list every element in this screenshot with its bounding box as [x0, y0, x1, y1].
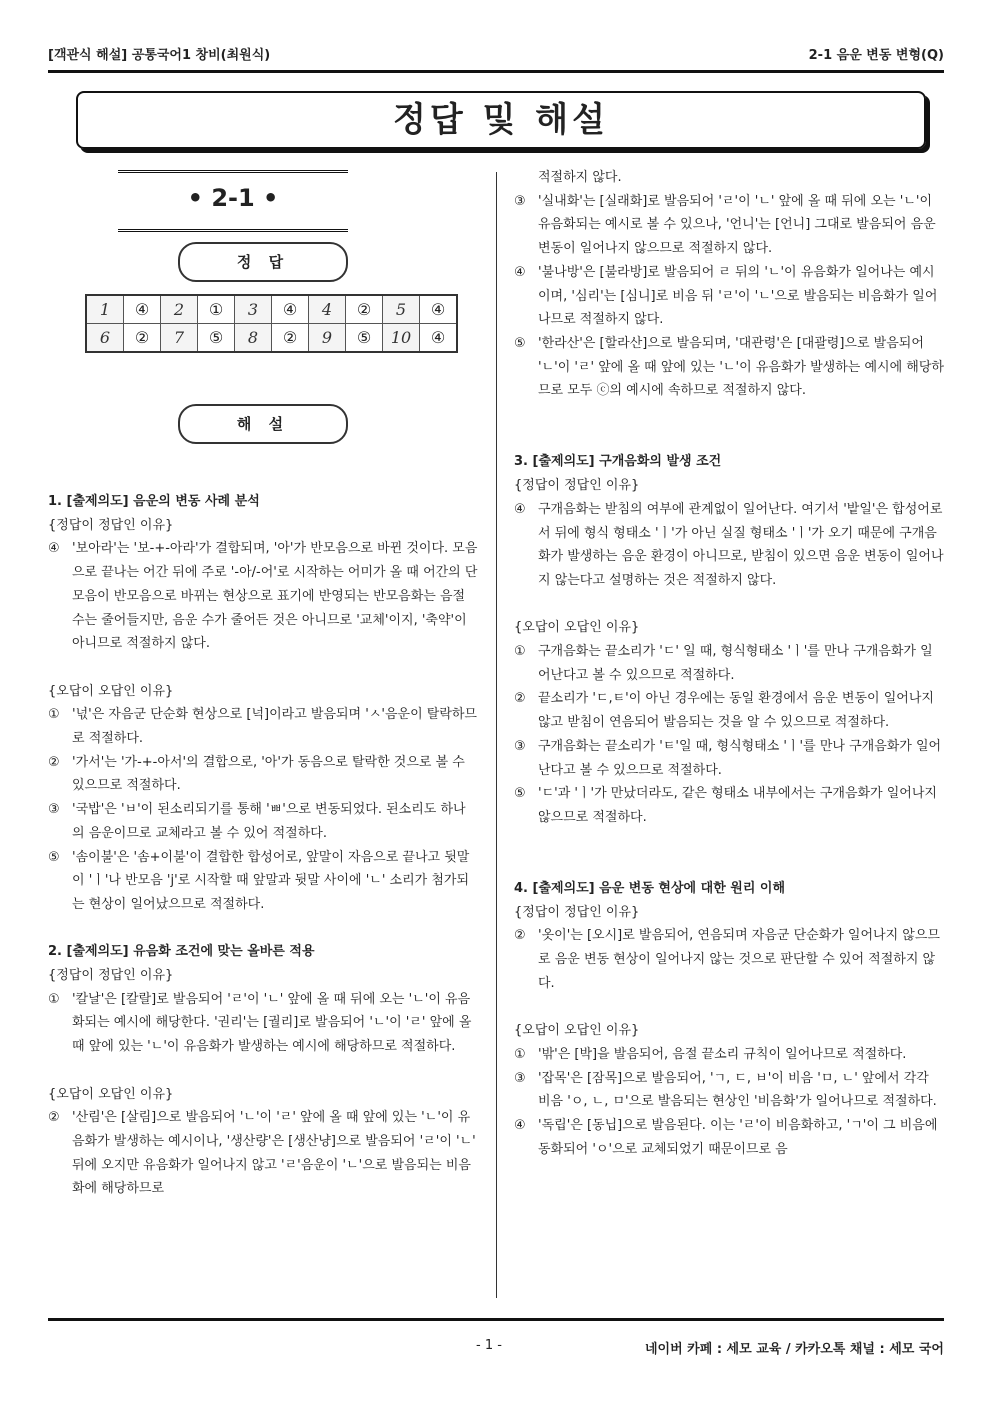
- explanation-item: [514, 735, 944, 782]
- explanation-item: [48, 798, 478, 845]
- choice-marker: ④: [514, 1118, 526, 1134]
- page-title: 정답 및 해설: [76, 91, 926, 149]
- answer-choice: ②: [346, 295, 383, 324]
- explanation-item: [514, 924, 944, 995]
- spacer: [48, 656, 478, 680]
- explanation-item: [48, 537, 478, 656]
- explanation-item: [48, 988, 478, 1059]
- choice-marker: ①: [48, 991, 60, 1007]
- explanation-text: '옷이'는 [오시]로 발음되어, 연음되며 자음군 단순화가 일어나지 않으므로 음운 변동 현상이 일어나지 않는 것으로 판단할 수 있어 적절하지 않다.: [538, 928, 940, 991]
- header-rule: [48, 70, 944, 73]
- choice-marker: ②: [48, 1110, 60, 1126]
- spacer: [48, 1059, 478, 1083]
- explanation-text: 끝소리가 'ㄷ,ㅌ'이 아닌 경우에는 동일 환경에서 음운 변동이 일어나지 않고 받침이 연음되어 발음되는 것을 알 수 있으므로 적절하다.: [538, 691, 934, 731]
- sub-heading: {정답이 정답인 이유}: [514, 478, 640, 494]
- explanation-item: [514, 1043, 944, 1067]
- explanation-item: [48, 846, 478, 917]
- sub-heading: {오답이 오답인 이유}: [514, 620, 640, 636]
- explanation-text: '잡목'은 [잠목]으로 발음되어, 'ㄱ, ㄷ, ㅂ'이 비음 'ㅁ, ㄴ' 앞에서 각각 비음 'ㅇ, ㄴ, ㅁ'으로 발음되는 현상인 '비음화'가 일어나므로 적절하다.: [538, 1070, 937, 1110]
- spacer: [48, 917, 478, 941]
- explanation-text: '국밥'은 'ㅂ'이 된소리되기를 통해 'ㅃ'으로 변동되었다. 된소리도 하나의 음운이므로 교체라고 볼 수 있어 적절하다.: [72, 802, 466, 841]
- right-column: [514, 166, 944, 1161]
- sub-heading: {오답이 오답인 이유}: [514, 1023, 640, 1039]
- choice-marker: ③: [514, 193, 526, 209]
- explanation-item: [48, 1106, 478, 1201]
- footer-text: 네이버 카페 : 세모 교육 / 카카오톡 채널 : 세모 국어: [644, 1342, 944, 1357]
- explanation-text: '칼날'은 [칼랄]로 발음되어 'ㄹ'이 'ㄴ' 앞에 올 때 뒤에 오는 'ㄴ'이 유음화되는 예시에 해당한다. '권리'는 [궐리]로 발음되어 'ㄴ'이 'ㄹ' 앞에 올 때 앞에 있는 'ㄴ'이 유음화가 발생하는 예시에 해당하므로 적절하다.: [72, 991, 472, 1055]
- choice-marker: ①: [514, 1046, 526, 1062]
- choice-marker: ⑤: [514, 786, 526, 802]
- page-header: [48, 44, 944, 64]
- question-number: 9: [309, 324, 346, 353]
- sub-heading: {정답이 정답인 이유}: [514, 904, 640, 920]
- answer-choice: ②: [124, 324, 161, 353]
- question-heading: 4. [출제의도] 음운 변동 현상에 대한 원리 이해: [514, 881, 786, 897]
- explanation-text: 구개음화는 끝소리가 'ㄷ' 일 때, 형식형태소 'ㅣ'를 만나 구개음화가 일어난다고 볼 수 있으므로 적절하다.: [538, 644, 933, 683]
- answer-choice: ④: [124, 295, 161, 324]
- choice-marker: ③: [514, 1070, 526, 1086]
- choice-marker: ⑤: [48, 849, 60, 865]
- explanation-text: '한라산'은 [할라산]으로 발음되며, '대관령'은 [대괄령]으로 발음되어 'ㄴ'이 'ㄹ' 앞에 올 때 앞에 있는 'ㄴ'이 유음화가 발생하는 예시에 해당하므로 모두 ⓒ의 예시에 속하므로 적절하지 않다.: [538, 335, 944, 399]
- answer-choice: ⑤: [346, 324, 383, 353]
- question-heading: 3. [출제의도] 구개음화의 발생 조건: [514, 454, 722, 470]
- explanation-item: [514, 1114, 944, 1161]
- spacer: [514, 593, 944, 617]
- explanation-item: [514, 782, 944, 829]
- choice-marker: ④: [514, 264, 526, 280]
- explanation-text: 'ㄷ'과 'ㅣ'가 만났더라도, 같은 형태소 내부에서는 구개음화가 일어나지 않으므로 적절하다.: [538, 786, 937, 825]
- choice-marker: ④: [48, 541, 60, 557]
- explanation-text: '실내화'는 [실래화]로 발음되어 'ㄹ'이 'ㄴ' 앞에 올 때 뒤에 오는 'ㄴ'이 유음화되는 예시로 볼 수 있으나, '언니'는 [언니] 그대로 발음되어 음운 변동이 일어나지 않으므로 적절하지 않다.: [538, 193, 936, 257]
- question-heading: 1. [출제의도] 음운의 변동 사례 분석: [48, 494, 260, 509]
- choice-marker: ③: [48, 802, 60, 818]
- continued-text: 적절하지 않다.: [538, 170, 622, 185]
- header-right: 2-1 음운 변동 변형(Q): [808, 48, 944, 63]
- footer-rule: [48, 1318, 944, 1321]
- answer-choice: ①: [198, 295, 235, 324]
- page-number: - 1 -: [476, 1338, 502, 1353]
- spacer: [514, 830, 944, 854]
- explanation-text: 구개음화는 끝소리가 'ㅌ'일 때, 형식형태소 'ㅣ'를 만나 구개음화가 일어난다고 볼 수 있으므로 적절하다.: [538, 738, 942, 778]
- explanation-item: [514, 640, 944, 687]
- answer-choice: ④: [420, 324, 458, 353]
- choice-marker: ①: [48, 707, 60, 723]
- spacer: [514, 403, 944, 427]
- explanation-item: [48, 703, 478, 750]
- explain-label: 해 설: [178, 404, 348, 444]
- answer-row: [86, 324, 457, 353]
- question-number: 7: [161, 324, 198, 353]
- left-column: [48, 490, 478, 1201]
- header-left: [객관식 해설] 공통국어1 창비(최원식): [48, 48, 271, 63]
- spacer: [514, 853, 944, 877]
- explanation-item: [514, 332, 944, 403]
- answer-row: [86, 295, 457, 324]
- question-number: 3: [235, 295, 272, 324]
- question-number: 6: [86, 324, 124, 353]
- question-number: 5: [383, 295, 420, 324]
- question-number: 10: [383, 324, 420, 353]
- explanation-text: '보아라'는 '보-+-아라'가 결합되며, '아'가 반모음으로 바뀐 것이다. 모음으로 끝나는 어간 뒤에 주로 '-아/-어'로 시작하는 어미가 올 때 어간의 단모음이 반모음으로 바뀌는 현상으로 표기에 반영되는 반모음화는 음절 수는 줄어들지만, 음운 수가 줄어든 것은 아니므로 '교체'이지, '축약'이 아니므로 적절하지 않다.: [72, 541, 478, 652]
- answer-choice: ④: [272, 295, 309, 324]
- answer-table: [85, 294, 458, 353]
- spacer: [514, 996, 944, 1020]
- explanation-item: [514, 687, 944, 734]
- explanation-item: [514, 1067, 944, 1114]
- explanation-text: 구개음화는 받침의 여부에 관계없이 일어난다. 여기서 '밭일'은 합성어로서 뒤에 형식 형태소 'ㅣ'가 아닌 실질 형태소 'ㅣ'가 오기 때문에 구개음화가 발생하는 음운 환경이 아니므로, 받침이 있으면 음운 변동이 일어나지 않는다고 설명하는 것은 적절하지 않다.: [538, 501, 944, 588]
- explanation-item: [514, 498, 944, 593]
- choice-marker: ⑤: [514, 335, 526, 351]
- explanation-text: '솜이불'은 '솜+이불'이 결합한 합성어로, 앞말이 자음으로 끝나고 뒷말이 'ㅣ'나 반모음 'j'로 시작할 때 앞말과 뒷말 사이에 'ㄴ' 소리가 첨가되는 현상이 일어났으므로 적절하다.: [72, 849, 470, 912]
- question-number: 1: [86, 295, 124, 324]
- choice-marker: ②: [514, 691, 526, 707]
- choice-marker: ②: [48, 754, 60, 770]
- explanation-item: [48, 751, 478, 798]
- question-number: 8: [235, 324, 272, 353]
- sub-heading: {오답이 오답인 이유}: [48, 1086, 174, 1102]
- explanation-text: '넋'은 자음군 단순화 현상으로 [넉]이라고 발음되며 'ㅅ'음운이 탈락하므로 적절하다.: [72, 707, 477, 747]
- explanation-text: '산림'은 [살림]으로 발음되어 'ㄴ'이 'ㄹ' 앞에 올 때 앞에 있는 'ㄴ'이 유음화가 발생하는 예시이나, '생산량'은 [생산냥]으로 발음되어 'ㄹ'이 'ㄴ' 뒤에 오지만 유음화가 일어나지 않고 'ㄹ'음운이 'ㄴ'으로 발음되는 비음화에 해당하므로: [72, 1110, 476, 1197]
- question-number: 4: [309, 295, 346, 324]
- explanation-text: '독립'은 [동닙]으로 발음된다. 이는 'ㄹ'이 비음화하고, 'ㄱ'이 그 비음에 동화되어 'ㅇ'으로 교체되었기 때문이므로 음: [538, 1118, 938, 1157]
- sub-heading: {오답이 오답인 이유}: [48, 683, 174, 699]
- explanation-text: '가서'는 '가-+-아서'의 결합으로, '아'가 동음으로 탈락한 것으로 볼 수 있으므로 적절하다.: [72, 754, 465, 794]
- answer-choice: ④: [420, 295, 458, 324]
- explanation-text: '불나방'은 [불라방]로 발음되어 ㄹ 뒤의 'ㄴ'이 유음화가 일어나는 예시이며, '심리'는 [심니]로 비음 뒤 'ㄹ'이 'ㄴ'으로 발음되는 비음화가 일어나므로 적절하지 않다.: [538, 264, 938, 328]
- section-label: • 2-1 •: [118, 170, 348, 232]
- answer-label: 정 답: [178, 242, 348, 282]
- choice-marker: ④: [514, 501, 526, 517]
- explanation-item: [514, 261, 944, 332]
- question-heading: 2. [출제의도] 유음화 조건에 맞는 올바른 적용: [48, 944, 315, 960]
- choice-marker: ②: [514, 928, 526, 944]
- question-number: 2: [161, 295, 198, 324]
- explanation-text: '밖'은 [박]을 발음되어, 음절 끝소리 규칙이 일어나므로 적절하다.: [538, 1046, 907, 1062]
- column-divider: [496, 172, 497, 1298]
- answer-choice: ②: [272, 324, 309, 353]
- sub-heading: {정답이 정답인 이유}: [48, 968, 174, 984]
- spacer: [514, 427, 944, 451]
- explanation-item: [514, 190, 944, 261]
- answer-choice: ⑤: [198, 324, 235, 353]
- choice-marker: ①: [514, 644, 526, 660]
- sub-heading: {정답이 정답인 이유}: [48, 517, 174, 533]
- choice-marker: ③: [514, 738, 526, 754]
